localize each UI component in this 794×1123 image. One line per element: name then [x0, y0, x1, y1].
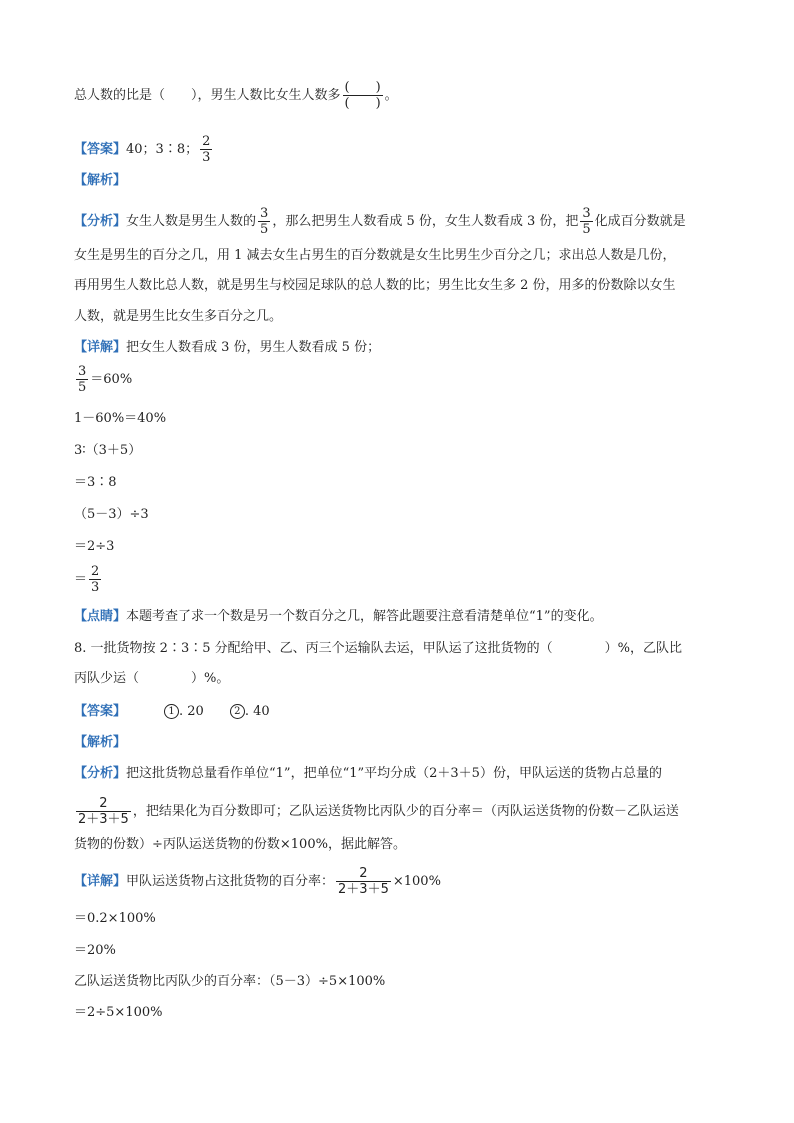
q7-fenxi-line-3: 再用男生人数比总人数，就是男生与校园足球队的总人数的比；男生比女生多 2 份，用多的份数除以女生: [74, 278, 676, 293]
q7-fenxi-frac1-num: 3: [260, 206, 269, 221]
q7-step-3: 3∶（3＋5）: [74, 443, 142, 458]
q7-xiangjie: [74, 338, 380, 358]
q8-xj-frac-den: 2＋3＋5: [338, 882, 389, 897]
q7-fenxi-frac1-den: 5: [260, 222, 269, 237]
q7-question-line: [74, 80, 398, 111]
q8-question-line-1: 8. 一批货物按 2∶3∶5 分配给甲、乙、丙三个运输队去运，甲队运了这批货物的（ ）%，乙队比: [74, 641, 682, 656]
q7-fenxi-line-2: 女生是男生的百分之几，用 1 减去女生占男生的百分数就是女生比男生少百分之几；求出总人数是几份，: [74, 248, 676, 263]
q8-fenxi-text-1: 把这批货物总量看作单位“1”，把单位“1”平均分成（2＋3＋5）份，甲队运送的货物占总量的: [126, 766, 662, 781]
q7-step1-rest: ＝60%: [90, 372, 133, 387]
q8-answer-tag: 【答案】: [74, 704, 127, 719]
q7-step1-fraction: [76, 364, 88, 395]
q7-fenxi-text-c: 化成百分数就是: [594, 214, 686, 229]
q7-fenxi-line-4: 人数，就是男生比女生多百分之几。: [74, 309, 283, 324]
q7-answer: [74, 134, 214, 165]
q7-fenxi-text-b: ，那么把男生人数看成 5 份，女生人数看成 3 份，把: [272, 214, 579, 229]
q7-step7-fraction: [89, 564, 101, 595]
q7-answer-frac-num: 2: [202, 134, 211, 149]
q7-step7-den: 3: [91, 580, 100, 595]
q7-blank-fraction: [343, 80, 383, 111]
q7-question-text: 总人数的比是（ ），男生人数比女生人数多: [74, 88, 341, 103]
q8-xiangjie-fraction: [336, 866, 391, 897]
q7-answer-text: 40；3∶8；: [126, 142, 199, 157]
q7-jiexi-tag: 【解析】: [74, 173, 127, 188]
q8-xj-frac-num: 2: [359, 866, 368, 881]
q8-step-3: 乙队运送货物比丙队少的百分率：（5－3）÷5×100%: [74, 974, 386, 989]
q8-step-4: ＝2÷5×100%: [74, 1005, 163, 1020]
q8-jiexi: [74, 733, 126, 753]
q7-step-6: ＝2÷3: [74, 539, 115, 554]
q7-fenxi-fraction-2: [580, 206, 592, 237]
q7-step7-pre: ＝: [74, 572, 88, 587]
q8-answer-mark-2: 2: [230, 704, 245, 719]
q7-dianjing: [74, 607, 603, 627]
q8-answer: [74, 702, 270, 722]
q8-xiangjie-text: 甲队运送货物占这批货物的百分率：: [126, 874, 335, 889]
q8-jiexi-tag: 【解析】: [74, 735, 127, 750]
q7-step7-num: 2: [91, 564, 100, 579]
q7-fenxi-text-a: 女生人数是男生人数的: [126, 214, 257, 229]
q7-answer-fraction: [200, 134, 212, 165]
q7-step-4: ＝3∶8: [74, 475, 117, 490]
q7-dianjing-text: 本题考查了求一个数是另一个数百分之几，解答此题要注意看清楚单位“1”的变化。: [126, 609, 603, 624]
q7-step-1: [74, 364, 132, 395]
q7-answer-frac-den: 3: [202, 150, 211, 165]
q7-xiangjie-text: 把女生人数看成 3 份，男生人数看成 5 份；: [126, 340, 381, 355]
q8-xiangjie-tag: 【详解】: [74, 874, 127, 889]
q8-answer-2: . 40: [244, 704, 270, 719]
q8-fenxi-line-3: 货物的份数）÷丙队运送货物的份数×100%，据此解答。: [74, 837, 406, 852]
q7-fenxi-line-1: [74, 206, 686, 237]
q7-fenxi-frac2-num: 3: [582, 206, 591, 221]
q8-xiangjie: [74, 866, 441, 897]
q7-answer-tag: 【答案】: [74, 142, 127, 157]
q8-fenxi-fraction: [76, 796, 131, 827]
q7-blank-denominator: ( ): [344, 96, 381, 111]
q7-step-5: （5－3）÷3: [74, 507, 149, 522]
q8-step-2: ＝20%: [74, 943, 116, 958]
q7-step1-num: 3: [78, 364, 87, 379]
q7-dianjing-tag: 【点睛】: [74, 609, 127, 624]
q7-step-7: [74, 564, 103, 595]
q8-fenxi-line-2: [74, 796, 679, 827]
q7-jiexi: [74, 171, 126, 191]
q8-fenxi-line-1: [74, 764, 662, 784]
q7-fenxi-tag: 【分析】: [74, 214, 127, 229]
q8-fenxi-frac-den: 2＋3＋5: [78, 812, 129, 827]
q8-fenxi-frac-num: 2: [99, 796, 108, 811]
q8-fenxi-tag: 【分析】: [74, 766, 127, 781]
q8-question-line-2: 丙队少运（ ）%。: [74, 671, 230, 686]
q7-step-2: 1－60%＝40%: [74, 411, 167, 426]
q8-step-1: ＝0.2×100%: [74, 911, 156, 926]
q8-answer-1: . 20: [179, 704, 204, 719]
q7-fenxi-frac2-den: 5: [582, 222, 591, 237]
q7-xiangjie-tag: 【详解】: [74, 340, 127, 355]
q7-step1-den: 5: [78, 380, 87, 395]
q7-blank-numerator: ( ): [344, 80, 381, 95]
q8-fenxi-text-2: ，把结果化为百分数即可；乙队运送货物比丙队少的百分率＝（丙队运送货物的份数－乙队运送: [132, 804, 679, 819]
q7-question-end: 。: [384, 88, 398, 103]
q8-xiangjie-rest: ×100%: [392, 874, 441, 889]
q7-fenxi-fraction-1: [258, 206, 270, 237]
q8-answer-mark-1: 1: [164, 704, 179, 719]
